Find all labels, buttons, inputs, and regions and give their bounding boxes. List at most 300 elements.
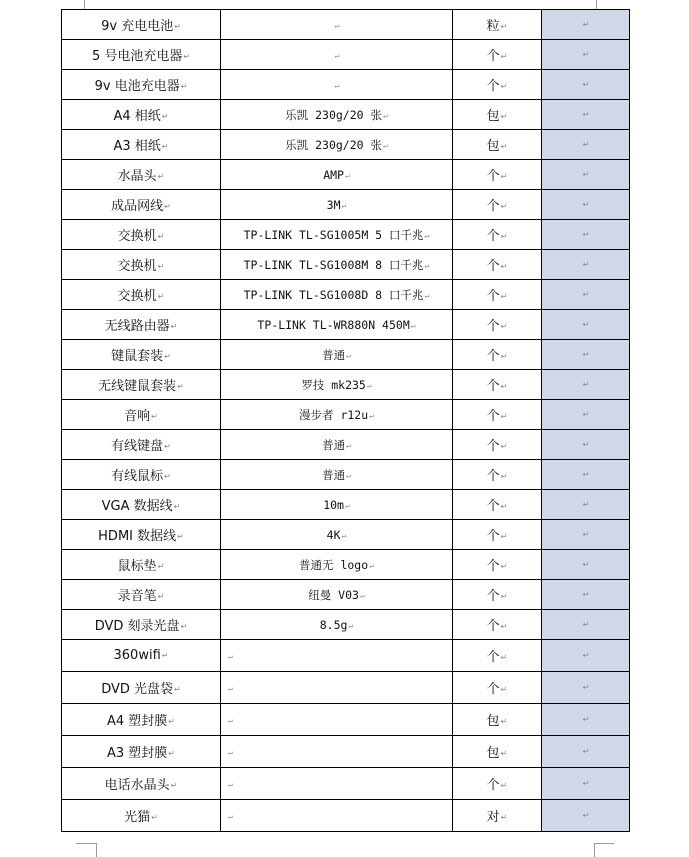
table-row (62, 190, 630, 220)
paragraph-mark-icon: ↵ (366, 380, 372, 390)
item-spec-cell[interactable] (221, 280, 453, 310)
item-name: A4 塑封膜 (107, 714, 168, 729)
item-name: 交换机 (117, 259, 157, 274)
item-unit: 个 (486, 650, 500, 665)
item-unit-cell[interactable] (453, 160, 542, 190)
paragraph-mark-icon: ↵ (151, 412, 158, 421)
paragraph-mark-icon: ↵ (161, 142, 169, 151)
paragraph-mark-icon: ↵ (582, 380, 590, 389)
item-name-cell[interactable] (62, 130, 221, 160)
item-name-cell[interactable] (62, 400, 221, 430)
paragraph-mark-icon: ↵ (334, 20, 340, 30)
paragraph-mark-icon: ↵ (582, 140, 590, 149)
item-unit: 个 (486, 529, 500, 544)
item-quantity-cell[interactable] (542, 280, 630, 310)
paragraph-mark-icon: ↵ (500, 112, 508, 121)
paragraph-mark-icon: ↵ (500, 292, 508, 301)
item-quantity-cell[interactable] (542, 490, 630, 520)
item-quantity-cell[interactable] (542, 610, 630, 640)
item-unit: 个 (486, 259, 500, 274)
item-spec-cell[interactable] (221, 490, 453, 520)
paragraph-mark-icon: ↵ (173, 502, 181, 511)
item-quantity-cell[interactable] (542, 640, 630, 672)
paragraph-mark-icon: ↵ (161, 112, 169, 121)
item-unit-cell[interactable] (453, 130, 542, 160)
item-name-cell[interactable] (62, 430, 221, 460)
item-spec: 4K (326, 527, 341, 542)
paragraph-mark-icon: ↵ (341, 200, 347, 210)
item-spec: 普通无 logo (299, 557, 369, 572)
paragraph-mark-icon: ↵ (177, 382, 184, 391)
item-quantity-cell[interactable] (542, 190, 630, 220)
paragraph-mark-icon: ↵ (228, 715, 233, 725)
item-spec: TP-LINK TL-SG1008D 8 口千兆 (243, 287, 424, 302)
paragraph-mark-icon: ↵ (500, 813, 508, 822)
paragraph-mark-icon: ↵ (582, 779, 590, 788)
item-spec: 纽曼 V03 (308, 587, 359, 602)
paragraph-mark-icon: ↵ (168, 749, 175, 758)
item-name: 无线键鼠套装 (98, 379, 177, 394)
item-spec-cell[interactable] (221, 10, 453, 40)
item-quantity-cell[interactable] (542, 672, 630, 704)
item-unit-cell[interactable] (453, 400, 542, 430)
item-unit: 个 (486, 619, 500, 634)
item-unit: 个 (486, 469, 500, 484)
paragraph-mark-icon: ↵ (582, 811, 590, 820)
item-unit: 个 (486, 778, 500, 793)
item-spec-cell[interactable] (221, 736, 453, 768)
item-unit-cell[interactable] (453, 310, 542, 340)
table-row (62, 40, 630, 70)
paragraph-mark-icon: ↵ (582, 50, 590, 59)
paragraph-mark-icon: ↵ (359, 590, 365, 600)
item-quantity-cell[interactable] (542, 250, 630, 280)
item-spec-cell[interactable] (221, 768, 453, 800)
item-quantity-cell[interactable] (542, 40, 630, 70)
item-name-cell[interactable] (62, 704, 221, 736)
item-quantity-cell[interactable] (542, 220, 630, 250)
paragraph-mark-icon: ↵ (164, 202, 171, 211)
item-unit: 个 (486, 439, 500, 454)
item-unit-cell[interactable] (453, 190, 542, 220)
item-spec: 乐凯 230g/20 张 (285, 137, 382, 152)
item-unit: 包 (486, 109, 500, 124)
item-name-cell[interactable] (62, 280, 221, 310)
paragraph-mark-icon: ↵ (500, 352, 508, 361)
item-unit-cell[interactable] (453, 800, 542, 832)
paragraph-mark-icon: ↵ (161, 651, 169, 660)
paragraph-mark-icon: ↵ (582, 530, 590, 539)
item-quantity-cell[interactable] (542, 520, 630, 550)
item-spec: 乐凯 230g/20 张 (285, 107, 382, 122)
table-row (62, 736, 630, 768)
paragraph-mark-icon: ↵ (157, 232, 165, 241)
paragraph-mark-icon: ↵ (346, 440, 351, 450)
paragraph-mark-icon: ↵ (164, 442, 171, 451)
paragraph-mark-icon: ↵ (500, 202, 508, 211)
item-spec-cell[interactable] (221, 580, 453, 610)
item-name: DVD 刻录光盘 (94, 619, 180, 634)
item-name: A3 塑封膜 (107, 746, 168, 761)
paragraph-mark-icon: ↵ (344, 500, 350, 510)
item-quantity-cell[interactable] (542, 10, 630, 40)
item-unit-cell[interactable] (453, 70, 542, 100)
paragraph-mark-icon: ↵ (500, 232, 508, 241)
paragraph-mark-icon: ↵ (582, 470, 590, 479)
paragraph-mark-icon: ↵ (180, 82, 188, 91)
item-unit: 粒 (486, 19, 500, 34)
paragraph-mark-icon: ↵ (500, 322, 508, 331)
item-unit-cell[interactable] (453, 220, 542, 250)
paragraph-mark-icon: ↵ (582, 110, 590, 119)
item-spec-cell[interactable] (221, 310, 453, 340)
item-unit: 个 (486, 559, 500, 574)
paragraph-mark-icon: ↵ (164, 472, 171, 481)
paragraph-mark-icon: ↵ (582, 683, 590, 692)
paragraph-mark-icon: ↵ (582, 747, 590, 756)
equipment-table (61, 9, 630, 832)
item-unit-cell[interactable] (453, 550, 542, 580)
item-spec-cell[interactable] (221, 190, 453, 220)
item-unit: 包 (486, 746, 500, 761)
item-unit: 个 (486, 409, 500, 424)
paragraph-mark-icon: ↵ (500, 382, 508, 391)
item-unit: 个 (486, 589, 500, 604)
item-name: VGA 数据线 (101, 499, 173, 514)
table-row (62, 550, 630, 580)
paragraph-mark-icon: ↵ (369, 410, 374, 420)
item-spec-cell[interactable] (221, 250, 453, 280)
item-name-cell[interactable] (62, 160, 221, 190)
item-unit-cell[interactable] (453, 490, 542, 520)
paragraph-mark-icon: ↵ (500, 685, 508, 694)
table-row (62, 160, 630, 190)
item-unit: 个 (486, 682, 500, 697)
item-unit-cell[interactable] (453, 640, 542, 672)
paragraph-mark-icon: ↵ (582, 320, 590, 329)
table-row (62, 610, 630, 640)
paragraph-mark-icon: ↵ (500, 442, 508, 451)
item-name-cell[interactable] (62, 70, 221, 100)
item-unit-cell[interactable] (453, 520, 542, 550)
item-spec: AMP (323, 167, 344, 182)
item-unit-cell[interactable] (453, 460, 542, 490)
item-unit-cell[interactable] (453, 100, 542, 130)
item-unit: 个 (486, 349, 500, 364)
item-unit: 个 (486, 169, 500, 184)
item-spec-cell[interactable] (221, 672, 453, 704)
paragraph-mark-icon: ↵ (410, 320, 416, 330)
item-name-cell[interactable] (62, 40, 221, 70)
paragraph-mark-icon: ↵ (582, 80, 590, 89)
item-quantity-cell[interactable] (542, 340, 630, 370)
paragraph-mark-icon: ↵ (344, 170, 350, 180)
item-name: 光猫 (124, 810, 151, 825)
paragraph-mark-icon: ↵ (500, 749, 508, 758)
item-name: 成品网线 (111, 199, 164, 214)
item-spec-cell[interactable] (221, 220, 453, 250)
item-spec-cell[interactable] (221, 370, 453, 400)
paragraph-mark-icon: ↵ (500, 262, 508, 271)
item-spec: 普通 (322, 437, 346, 452)
item-spec-cell[interactable] (221, 40, 453, 70)
item-name-cell[interactable] (62, 580, 221, 610)
paragraph-mark-icon: ↵ (582, 200, 590, 209)
paragraph-mark-icon: ↵ (228, 779, 233, 789)
item-spec: 罗技 mk235 (301, 377, 366, 392)
item-name: A4 相纸 (113, 109, 161, 124)
table-row (62, 580, 630, 610)
paragraph-mark-icon: ↵ (500, 653, 508, 662)
item-unit: 对 (486, 810, 500, 825)
item-name: 电话水晶头 (104, 778, 170, 793)
paragraph-mark-icon: ↵ (164, 352, 171, 361)
item-name: 鼠标垫 (117, 559, 157, 574)
item-name: 音响 (124, 409, 151, 424)
item-name-cell[interactable] (62, 370, 221, 400)
item-name-cell[interactable] (62, 10, 221, 40)
item-spec-cell[interactable] (221, 460, 453, 490)
paragraph-mark-icon: ↵ (500, 82, 508, 91)
table-row (62, 220, 630, 250)
paragraph-mark-icon: ↵ (500, 781, 508, 790)
item-quantity-cell[interactable] (542, 736, 630, 768)
paragraph-mark-icon: ↵ (341, 530, 347, 540)
item-spec-cell[interactable] (221, 160, 453, 190)
paragraph-mark-icon: ↵ (500, 717, 508, 726)
table-row (62, 10, 630, 40)
item-unit: 包 (486, 139, 500, 154)
item-spec-cell[interactable] (221, 100, 453, 130)
paragraph-mark-icon: ↵ (500, 592, 508, 601)
item-quantity-cell[interactable] (542, 160, 630, 190)
paragraph-mark-icon: ↵ (348, 620, 354, 630)
item-unit-cell[interactable] (453, 580, 542, 610)
item-quantity-cell[interactable] (542, 460, 630, 490)
item-spec-cell[interactable] (221, 550, 453, 580)
paragraph-mark-icon: ↵ (500, 142, 508, 151)
paragraph-mark-icon: ↵ (500, 502, 508, 511)
item-spec-cell[interactable] (221, 70, 453, 100)
item-unit: 个 (486, 499, 500, 514)
table-row (62, 100, 630, 130)
item-spec-cell[interactable] (221, 340, 453, 370)
paragraph-mark-icon: ↵ (582, 20, 590, 29)
table-row (62, 280, 630, 310)
paragraph-mark-icon: ↵ (582, 170, 590, 179)
item-spec: TP-LINK TL-WR880N 450M (257, 317, 410, 332)
paragraph-mark-icon: ↵ (424, 290, 430, 300)
item-unit-cell[interactable] (453, 280, 542, 310)
item-name: 有线鼠标 (111, 469, 164, 484)
table-row (62, 490, 630, 520)
paragraph-mark-icon: ↵ (582, 230, 590, 239)
item-spec-cell[interactable] (221, 130, 453, 160)
table-row (62, 640, 630, 672)
item-spec: TP-LINK TL-SG1008M 8 口千兆 (243, 257, 424, 272)
item-spec-cell[interactable] (221, 430, 453, 460)
table-row (62, 250, 630, 280)
paragraph-mark-icon: ↵ (582, 260, 590, 269)
item-name-cell[interactable] (62, 672, 221, 704)
item-spec: 8.5g (319, 617, 348, 632)
item-name: 交换机 (117, 289, 157, 304)
table-row (62, 672, 630, 704)
item-unit-cell[interactable] (453, 430, 542, 460)
paragraph-mark-icon: ↵ (582, 651, 590, 660)
item-name-cell[interactable] (62, 520, 221, 550)
item-name-cell[interactable] (62, 220, 221, 250)
item-name: 9v 充电电池 (101, 19, 174, 34)
item-name-cell[interactable] (62, 460, 221, 490)
item-unit: 个 (486, 319, 500, 334)
paragraph-mark-icon: ↵ (582, 715, 590, 724)
item-spec-cell[interactable] (221, 640, 453, 672)
item-unit-cell[interactable] (453, 10, 542, 40)
table-row (62, 340, 630, 370)
item-name: A3 相纸 (113, 139, 161, 154)
paragraph-mark-icon: ↵ (174, 685, 181, 694)
paragraph-mark-icon: ↵ (177, 532, 184, 541)
item-name: 交换机 (117, 229, 157, 244)
paragraph-mark-icon: ↵ (346, 350, 351, 360)
item-spec-cell[interactable] (221, 520, 453, 550)
paragraph-mark-icon: ↵ (382, 140, 388, 150)
item-name-cell[interactable] (62, 190, 221, 220)
item-name-cell[interactable] (62, 340, 221, 370)
paragraph-mark-icon: ↵ (157, 262, 165, 271)
item-name-cell[interactable] (62, 610, 221, 640)
paragraph-mark-icon: ↵ (500, 412, 508, 421)
item-name-cell[interactable] (62, 736, 221, 768)
item-name-cell[interactable] (62, 100, 221, 130)
paragraph-mark-icon: ↵ (582, 500, 590, 509)
item-quantity-cell[interactable] (542, 800, 630, 832)
item-spec-cell[interactable] (221, 800, 453, 832)
item-unit-cell[interactable] (453, 610, 542, 640)
item-quantity-cell[interactable] (542, 430, 630, 460)
item-unit-cell[interactable] (453, 370, 542, 400)
item-unit: 包 (486, 714, 500, 729)
item-unit-cell[interactable] (453, 768, 542, 800)
item-name-cell[interactable] (62, 310, 221, 340)
paragraph-mark-icon: ↵ (500, 22, 508, 31)
item-quantity-cell[interactable] (542, 580, 630, 610)
table-row (62, 430, 630, 460)
table-row (62, 800, 630, 832)
table-row (62, 460, 630, 490)
item-unit: 个 (486, 289, 500, 304)
item-spec-cell[interactable] (221, 400, 453, 430)
paragraph-mark-icon: ↵ (174, 22, 181, 31)
item-name-cell[interactable] (62, 550, 221, 580)
item-spec: 普通 (322, 347, 346, 362)
item-name: 无线路由器 (104, 319, 170, 334)
paragraph-mark-icon: ↵ (582, 620, 590, 629)
paragraph-mark-icon: ↵ (334, 50, 340, 60)
item-name-cell[interactable] (62, 768, 221, 800)
item-quantity-cell[interactable] (542, 704, 630, 736)
paragraph-mark-icon: ↵ (582, 590, 590, 599)
item-spec-cell[interactable] (221, 704, 453, 736)
paragraph-mark-icon: ↵ (157, 172, 165, 181)
item-name: 9v 电池充电器 (94, 79, 180, 94)
paragraph-mark-icon: ↵ (157, 562, 165, 571)
paragraph-mark-icon: ↵ (157, 592, 165, 601)
paragraph-mark-icon: ↵ (228, 683, 233, 693)
item-name: 录音笔 (117, 589, 157, 604)
item-spec: 3M (326, 197, 341, 212)
paragraph-mark-icon: ↵ (183, 52, 191, 61)
table-row (62, 130, 630, 160)
item-name-cell[interactable] (62, 250, 221, 280)
item-unit-cell[interactable] (453, 704, 542, 736)
item-quantity-cell[interactable] (542, 400, 630, 430)
item-quantity-cell[interactable] (542, 310, 630, 340)
paragraph-mark-icon: ↵ (369, 560, 374, 570)
item-unit-cell[interactable] (453, 736, 542, 768)
paragraph-mark-icon: ↵ (151, 813, 158, 822)
paragraph-mark-icon: ↵ (424, 260, 430, 270)
item-name-cell[interactable] (62, 490, 221, 520)
table-row (62, 520, 630, 550)
paragraph-mark-icon: ↵ (500, 622, 508, 631)
paragraph-mark-icon: ↵ (500, 562, 508, 571)
item-quantity-cell[interactable] (542, 550, 630, 580)
paragraph-mark-icon: ↵ (180, 622, 188, 631)
item-unit: 个 (486, 79, 500, 94)
item-unit-cell[interactable] (453, 40, 542, 70)
item-name: 有线键盘 (111, 439, 164, 454)
paragraph-mark-icon: ↵ (346, 470, 351, 480)
item-quantity-cell[interactable] (542, 70, 630, 100)
item-name-cell[interactable] (62, 640, 221, 672)
item-unit: 个 (486, 229, 500, 244)
item-unit-cell[interactable] (453, 250, 542, 280)
item-name: 5 号电池充电器 (91, 49, 183, 64)
paragraph-mark-icon: ↵ (500, 532, 508, 541)
item-name-cell[interactable] (62, 800, 221, 832)
item-name: DVD 光盘袋 (101, 682, 174, 697)
item-unit-cell[interactable] (453, 672, 542, 704)
table-row (62, 370, 630, 400)
item-unit: 个 (486, 379, 500, 394)
table-row (62, 768, 630, 800)
paragraph-mark-icon: ↵ (500, 52, 508, 61)
item-spec: 普通 (322, 467, 346, 482)
item-name: 水晶头 (117, 169, 157, 184)
paragraph-mark-icon: ↵ (157, 292, 165, 301)
paragraph-mark-icon: ↵ (334, 80, 340, 90)
item-quantity-cell[interactable] (542, 130, 630, 160)
paragraph-mark-icon: ↵ (500, 172, 508, 181)
item-name: 键鼠套装 (111, 349, 164, 364)
item-unit: 个 (486, 199, 500, 214)
paragraph-mark-icon: ↵ (582, 560, 590, 569)
paragraph-mark-icon: ↵ (228, 811, 233, 821)
table-row (62, 70, 630, 100)
item-quantity-cell[interactable] (542, 100, 630, 130)
paragraph-mark-icon: ↵ (500, 472, 508, 481)
item-spec-cell[interactable] (221, 610, 453, 640)
item-quantity-cell[interactable] (542, 370, 630, 400)
item-spec: TP-LINK TL-SG1005M 5 口千兆 (243, 227, 424, 242)
paragraph-mark-icon: ↵ (228, 747, 233, 757)
paragraph-mark-icon: ↵ (424, 230, 430, 240)
table-row (62, 310, 630, 340)
item-quantity-cell[interactable] (542, 768, 630, 800)
item-unit-cell[interactable] (453, 340, 542, 370)
